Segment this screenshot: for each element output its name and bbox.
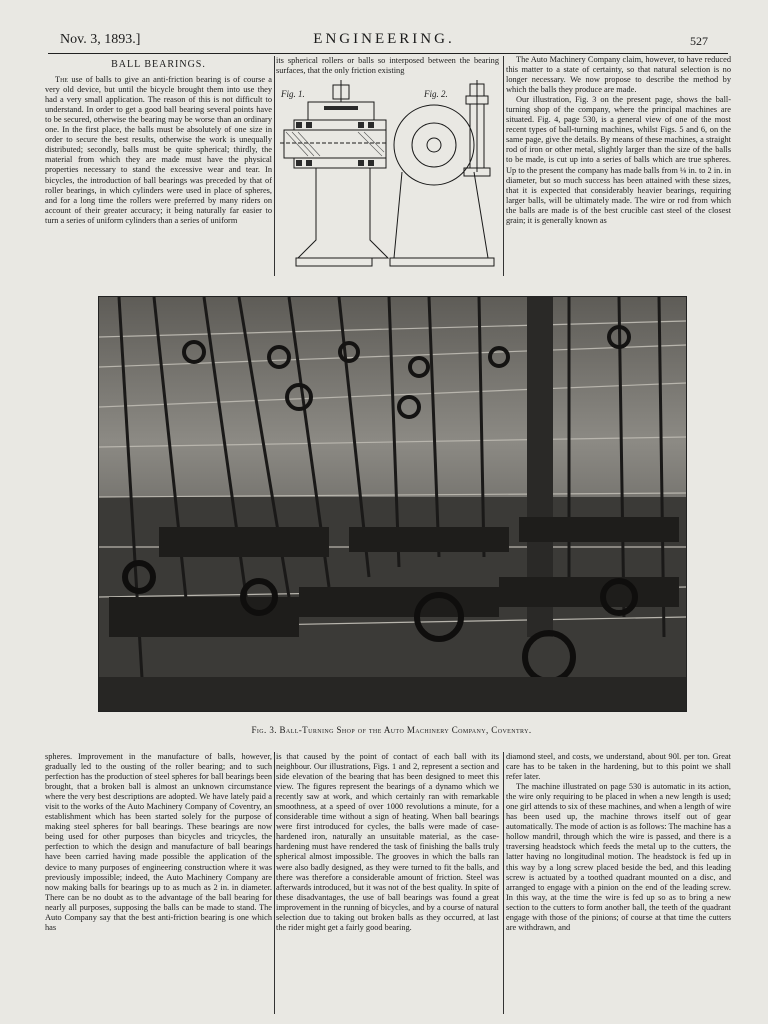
article-column-3 — [506, 55, 731, 275]
column-2-text: its spherical rollers or balls so interposed between the bearing surfaces, that the only friction existing — [276, 56, 499, 76]
bottom-column-3-paragraph-2: The machine illustrated on page 530 is automatic in its action, the wire only requiring to be placed in when a new length is used; one girl attends to six of these machines, and when a length of wire has been used up, the machine throws itself out of gear automatically. The mode of action is as follows: The machine has a hollow mandril, through which the wire is passed, and there is a traversing headstock which feeds the metal up to the cutters, the latter having no longitudinal motion. The headstock is fed up in this way by a long screw placed beside the bed, and this leading screw is actuated by a toothed quadrant mounted on a disc, and arranged to engage with a pinion on the end of the leading screw. In this way, at the time the wire is fed up so as to bring a new section to the cutters to form another ball, the teeth of the quadrant engage with those of the pinions; of course at that time the cutters are withdrawn, and — [506, 782, 731, 932]
bottom-column-1-text: spheres. Improvement in the manufacture of balls, however, gradually led to the ousting of the roller bearing; and to such perfection has the production of steel spheres for ball bearings been brought, that a broken ball is almost an unknown circumstance where the very best descriptions are adopted. We have lately paid a visit to the works of the Auto Machinery Company of Coventry, an establishment which has been started solely for the purpose of making steel spheres for ball bearings. These bearings are now being used for other purposes than bicycles and tricycles, the perfection to which the design and manufacture of ball bearings have been carried having made possible the application of the device to many purposes of engineering construction where it was previously impossible; indeed, the Auto Machinery Company are now making balls for bearings up to as much as 2 in. in diameter. There can be no doubt as to the advantage of the ball bearing for nearly all purposes, supposing the balls can be made to stand. The Auto Company say that the best anti-friction bearing is one which has — [45, 752, 272, 932]
column-3-paragraph-1: The Auto Machinery Company claim, however, to have reduced this matter to a state of certainty, so that natural selection is no longer necessary. We now propose to describe the method by which the balls they produce are made. — [506, 55, 731, 95]
masthead: ENGINEERING. — [313, 31, 455, 47]
lead-word: The — [55, 75, 69, 85]
column-divider — [274, 752, 275, 1014]
column-3-paragraph-2: Our illustration, Fig. 3 on the present page, shows the ball-turning shop of the company, where the principal machines are situated. Fig. 4, page 530, is a general view of one of the most recent types of ball-turning machines, whilst Figs. 5 and 6, on the same page, give the details. By means of these machines, a straight rod of iron or other metal, slightly larger than the size of the balls to be made, is cut up into a series of balls which are true spheres. Up to the present the company has made balls from ⅛ in. to 2 in. in diameter, but so much success has been attained with these sizes, that it is expected that considerably heavier bearings, requiring larger balls, will be ultimately made. The wire or rod from which the balls are made is of the best crucible cast steel of the closest grain; it is generally known as — [506, 95, 731, 225]
figure-3-caption: Fig. 3. Ball-Turning Shop of the Auto Machinery Company, Coventry. — [251, 725, 532, 735]
bottom-column-3-paragraph-1: diamond steel, and costs, we understand, about 90l. per ton. Great care has to be taken in the hardening, but to this point we shall refer later. — [506, 752, 731, 782]
ball-turning-shop-photo — [98, 296, 687, 712]
page-header — [44, 30, 724, 52]
article-column-3-bottom — [506, 752, 731, 1012]
column-divider — [274, 56, 275, 276]
issue-date: Nov. 3, 1893.] — [60, 32, 141, 47]
bearing-figures — [278, 80, 500, 272]
column-divider — [503, 56, 504, 276]
article-column-1-bottom — [45, 752, 272, 1012]
fig2-label: Fig. 2. — [424, 89, 448, 99]
column-divider — [503, 752, 504, 1014]
article-column-1 — [45, 58, 272, 274]
bottom-column-2-text: is that caused by the point of contact of each ball with its neighbour. Our illustrations, Figs. 1 and 2, represent a section and side elevation of the bearing that has been designed to meet this view. The figures represent the bearings of a dynamo which we recently saw at work, and which certainly ran with remarkable smoothness, at a speed of over 1000 revolutions a minute, for a considerable time without a sign of heating. When ball bearings were first introduced for cycles, the balls were made of case-hardened iron, naturally an unsuitable material, as the case-hardening must have rendered the task of finishing the balls truly spherical almost impossible. The grooves in which the balls ran were also badly designed, as they were turned to fit the balls, and there was therefore a considerable amount of friction. Steel was afterwards introduced, but it was not of the best quality. In spite of these disadvantages, the use of ball bearings was found a great improvement in the running of bicycles, and by a course of natural selection due to taking out broken balls as they occurred, at last the rider might get a fairly good bearing. — [276, 752, 499, 932]
article-column-2-bottom — [276, 752, 499, 1012]
article-title: BALL BEARINGS. — [111, 59, 206, 70]
workshop-engraving — [99, 297, 686, 711]
column-1-text: use of balls to give an anti-friction bearing is of course a very old device, but until the bicycle brought them into use they had a very small application. The reason of this is not difficult to understand. In order to get a good ball bearing several points have to be secured, otherwise the bearing may be worse than an ordinary one. In the first place, the balls must be absolutely of one size in order to secure the best results, otherwise the work is unequally distributed; secondly, balls must be quite spherical; thirdly, the material from which they are made must have the physical properties necessary to stand the excessive wear and tear. In bicycles, the introduction of ball bearings was preceded by that of roller bearings, in which cylinders were used in place of spheres, and for a long time the rollers were preferred by many riders on account of their greater accuracy; it being naturally far easier to turn a series of uniform cylinders than a series of uniform — [45, 75, 272, 225]
bearing-section-drawing — [278, 80, 500, 272]
fig1-label: Fig. 1. — [281, 89, 305, 99]
page-number: 527 — [690, 34, 708, 48]
header-rule — [48, 53, 728, 54]
article-column-2-top — [276, 56, 499, 78]
